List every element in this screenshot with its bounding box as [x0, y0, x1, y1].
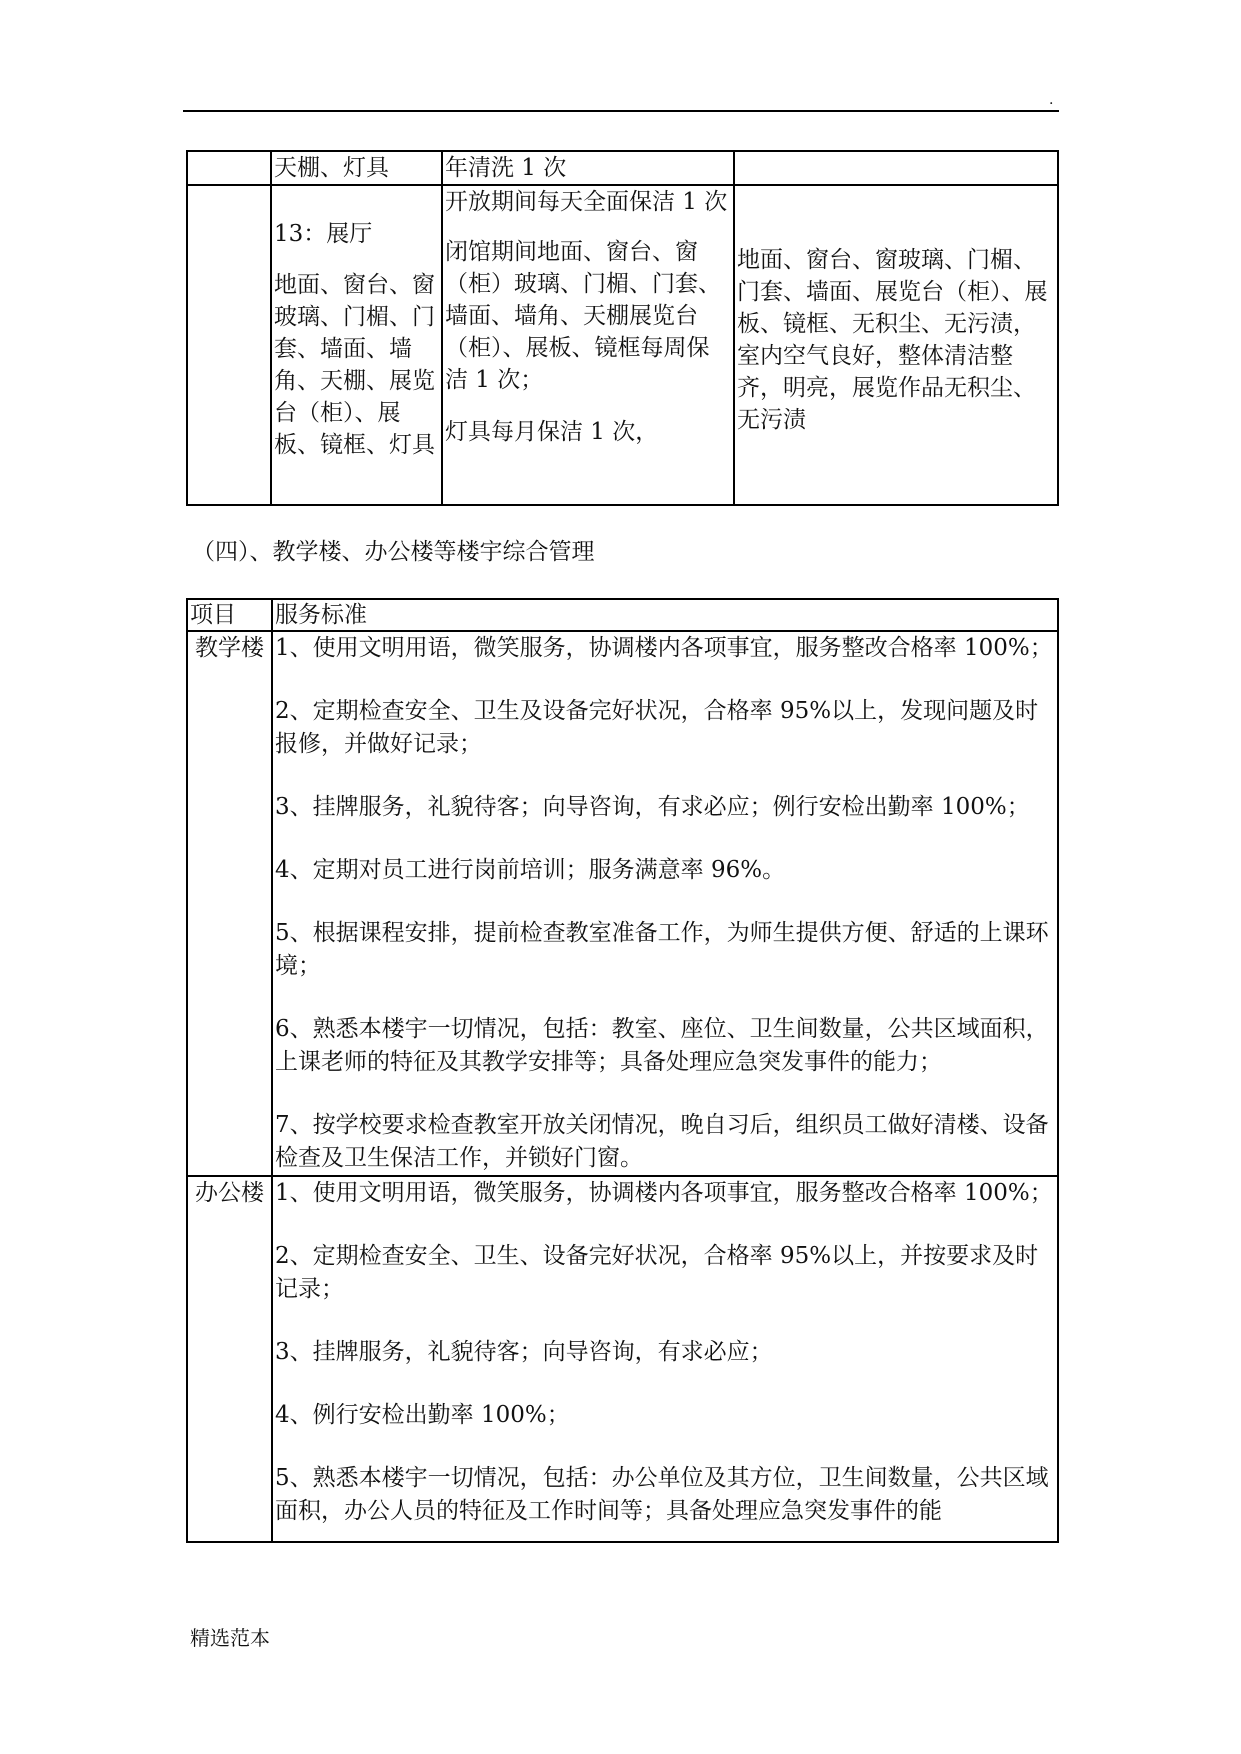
cell-text: 开放期间每天全面保洁 1 次 — [445, 189, 728, 215]
table-row — [187, 151, 1058, 185]
header-mark: . — [1049, 92, 1054, 108]
list-item: 5、熟悉本楼宇一切情况，包括：办公单位及其方位，卫生间数量，公共区域面积，办公人员的特征及工作时间等；具备处理应急突发事件的能 — [275, 1465, 1049, 1524]
column-header: 服务标准 — [272, 599, 1058, 631]
list-item: 1、使用文明用语，微笑服务，协调楼内各项事宜，服务整改合格率 100%； — [275, 635, 1053, 661]
list-item: 2、定期检查安全、卫生、设备完好状况，合格率 95%以上，并按要求及时记录； — [275, 1243, 1039, 1302]
header-rule — [183, 110, 1059, 112]
table-cell — [187, 151, 271, 185]
list-item: 2、定期检查安全、卫生及设备完好状况，合格率 95%以上，发现问题及时报修，并做好记录； — [275, 698, 1039, 757]
table-cell — [734, 151, 1058, 185]
section-heading: （四）、教学楼、办公楼等楼宇综合管理 — [192, 539, 595, 565]
cell-text: 地面、窗台、窗玻璃、门楣、门套、墙面、墙角、天棚、展览台（柜）、展板、镜框、灯具 — [274, 272, 435, 458]
table-row — [187, 185, 1058, 505]
list-item: 1、使用文明用语，微笑服务，协调楼内各项事宜，服务整改合格率 100%； — [275, 1180, 1053, 1206]
table-row — [187, 631, 1058, 1176]
table-cell — [442, 185, 734, 505]
table-cell — [187, 185, 271, 505]
list-item: 3、挂牌服务，礼貌待客；向导咨询，有求必应；例行安检出勤率 100%； — [275, 794, 1030, 820]
table-header-row — [187, 599, 1058, 631]
top-table — [186, 150, 1059, 506]
list-item: 4、定期对员工进行岗前培训；服务满意率 96%。 — [275, 857, 786, 883]
table-cell — [734, 185, 1058, 505]
cell-title: 13：展厅 — [274, 221, 373, 247]
table-cell — [272, 1176, 1058, 1542]
table-cell: 天棚、灯具 — [271, 151, 442, 185]
table-row — [187, 1176, 1058, 1542]
service-standards-table — [186, 598, 1059, 1543]
list-item: 4、例行安检出勤率 100%； — [275, 1402, 570, 1428]
footer-text: 精选范本 — [190, 1626, 270, 1650]
cell-text: 闭馆期间地面、窗台、窗（柜）玻璃、门楣、门套、墙面、墙角、天棚展览台（柜）、展板、镜框每周保洁 1 次； — [445, 239, 721, 393]
row-label: 办公楼 — [187, 1176, 272, 1542]
column-header: 项目 — [187, 599, 272, 631]
list-item: 6、熟悉本楼宇一切情况，包括：教室、座位、卫生间数量，公共区域面积，上课老师的特征及其教学安排等；具备处理应急突发事件的能力； — [275, 1016, 1049, 1075]
cell-text: 灯具每月保洁 1 次， — [445, 419, 659, 445]
cell-content — [275, 1177, 1055, 1541]
list-item: 7、按学校要求检查教室开放关闭情况，晚自习后，组织员工做好清楼、设备检查及卫生保洁工作，并锁好门窗。 — [275, 1112, 1049, 1171]
table-cell — [271, 185, 442, 505]
list-item: 3、挂牌服务，礼貌待客；向导咨询，有求必应； — [275, 1339, 773, 1365]
row-label: 教学楼 — [187, 631, 272, 1176]
table-cell: 年清洗 1 次 — [442, 151, 734, 185]
table-cell — [272, 631, 1058, 1176]
list-item: 5、根据课程安排，提前检查教室准备工作，为师生提供方便、舒适的上课环境； — [275, 920, 1049, 979]
cell-text: 地面、窗台、窗玻璃、门楣、门套、墙面、展览台（柜）、展板、镜框、无积尘、无污渍，室内空气良好，整体清洁整齐，明亮，展览作品无积尘、无污渍 — [737, 247, 1048, 433]
